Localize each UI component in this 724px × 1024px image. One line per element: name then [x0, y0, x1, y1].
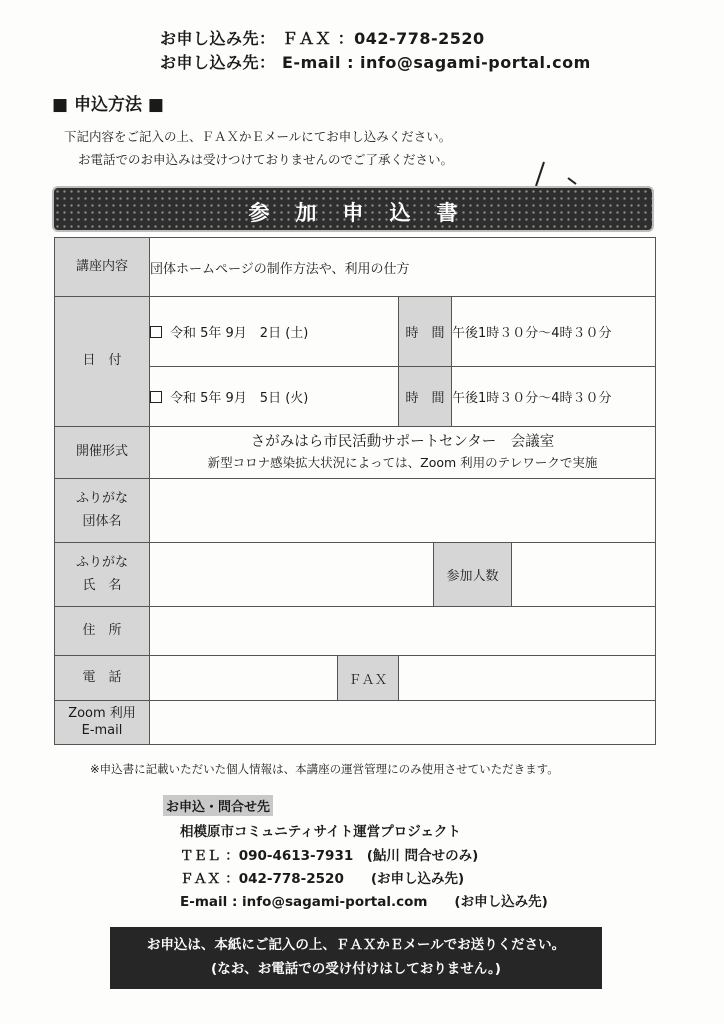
footer-line-1: お申込は、本紙にご記入の上、ＦＡＸかＥメールでお送りください。: [146, 937, 566, 953]
instruction-line-2: お電話でのお申込みは受けつけておりませんのでご了承ください。: [78, 152, 454, 167]
group-furigana-label: ふりがな: [75, 491, 128, 507]
fax-label: ＦＡＸ: [338, 656, 399, 701]
phone-field[interactable]: [150, 656, 338, 701]
application-form: [54, 237, 656, 745]
name-furigana-label: ふりがな: [75, 555, 128, 571]
participants-label: 参加人数: [434, 543, 512, 607]
person-name-field[interactable]: [150, 543, 434, 607]
name-text-label: 氏 名: [82, 577, 122, 593]
contact-email-label: お申し込み先：: [160, 53, 276, 72]
date-1-checkbox[interactable]: [150, 326, 162, 338]
group-name-label: [55, 479, 150, 543]
time-label-1: 時 間: [399, 297, 452, 367]
date-label: 日 付: [55, 297, 150, 427]
fax-field[interactable]: [399, 656, 656, 701]
date-2-text: 令和 5年 9月 5日 (火): [170, 391, 309, 406]
venue-note: 新型コロナ感染拡大状況によっては、Zoom 利用のテレワークで実施: [207, 455, 598, 470]
instruction-line-1: 下記内容をご記入の上、ＦＡＸかＥメールにてお申し込みください。: [64, 129, 452, 144]
method-title: ■ 申込方法 ■: [52, 95, 164, 115]
inquiry-fax: ＦＡＸ ：042-778-2520 (お申し込み先): [180, 871, 465, 887]
footer-line-2: (なお、お電話での受け付けはしておりません。): [211, 961, 501, 977]
date-option-1[interactable]: [150, 297, 399, 367]
contact-fax-line: [160, 26, 485, 49]
zoom-email-field[interactable]: [150, 701, 656, 745]
inquiry-email: E-mail : info@sagami-portal.com (お申し込み先): [180, 894, 548, 910]
venue-label: 開催形式: [55, 427, 150, 479]
form-title-banner: [52, 186, 654, 232]
contact-fax-value: ＦＡＸ ：042-778-2520: [282, 29, 485, 48]
privacy-note: ※申込書に記載いただいた個人情報は、本講座の運営管理にのみ使用させていただきます。: [90, 762, 559, 776]
inquiry-tel: ＴＥＬ ：090-4613-7931 (鮎川 問合せのみ): [180, 848, 479, 864]
course-label: 講座内容: [55, 238, 150, 297]
form-title: 参加申込書: [248, 201, 484, 225]
contact-email-line: [160, 50, 591, 73]
email-label: E-mail: [81, 722, 123, 738]
address-field[interactable]: [150, 607, 656, 656]
time-label-2: 時 間: [399, 367, 452, 427]
time-value-2: 午後1時３０分～4時３０分: [452, 367, 656, 427]
date-option-2[interactable]: [150, 367, 399, 427]
date-1-text: 令和 5年 9月 2日 (土): [170, 326, 309, 341]
person-name-label: [55, 543, 150, 607]
zoom-email-label: [55, 701, 150, 745]
footer-notice: [110, 927, 602, 989]
zoom-label: Zoom 利用: [68, 705, 136, 721]
date-2-checkbox[interactable]: [150, 391, 162, 403]
time-value-1: 午後1時３０分～4時３０分: [452, 297, 656, 367]
venue-cell: [150, 427, 656, 479]
participants-field[interactable]: [512, 543, 656, 607]
group-name-field[interactable]: [150, 479, 656, 543]
course-value: 団体ホームページの制作方法や、利用の仕方: [150, 238, 656, 297]
inquiry-heading: お申込・問合せ先: [163, 795, 273, 816]
inquiry-org: 相模原市コミュニティサイト運営プロジェクト: [180, 824, 461, 840]
contact-fax-label: お申し込み先：: [160, 29, 276, 48]
venue-main: さがみはら市民活動サポートセンター 会議室: [250, 434, 555, 451]
contact-email-value: E-mail : info@sagami-portal.com: [282, 53, 591, 72]
address-label: 住 所: [55, 607, 150, 656]
group-name-text-label: 団体名: [82, 513, 122, 529]
phone-label: 電 話: [55, 656, 150, 701]
